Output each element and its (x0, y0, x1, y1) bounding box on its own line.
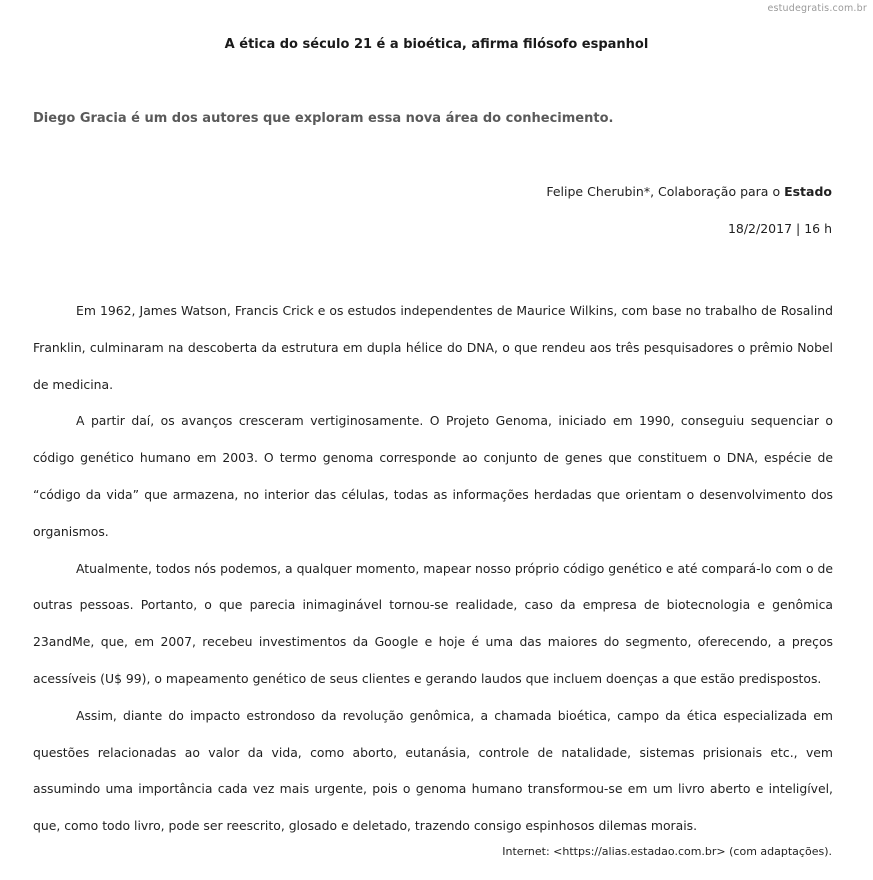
byline-author: Felipe Cherubin*, Colaboração para o (546, 184, 785, 199)
article-body (33, 293, 833, 845)
article-byline (546, 184, 832, 199)
article-dateline: 18/2/2017 | 16 h (727, 221, 832, 236)
site-watermark: estudegratis.com.br (767, 3, 867, 14)
article-paragraph: Em 1962, James Watson, Francis Crick e os estudos independentes de Maurice Wilkins, com base no trabalho de Rosalind Franklin, culminaram na descoberta da estrutura em dupla hélice do DNA, o que rendeu aos três pesquisadores o prêmio Nobel de medicina. (33, 303, 833, 392)
article-paragraph: A partir daí, os avanços cresceram vertiginosamente. O Projeto Genoma, iniciado em 1990, conseguiu sequenciar o código genético humano em 2003. O termo genoma corresponde ao conjunto de genes que constituem o DNA, espécie de “código da vida” que armazena, no interior das células, todas as informações herdadas que orientam o desenvolvimento dos organismos. (33, 413, 833, 539)
article-subtitle: Diego Gracia é um dos autores que exploram essa nova área do conhecimento. (33, 111, 614, 126)
article-paragraph: Atualmente, todos nós podemos, a qualquer momento, mapear nosso próprio código genético e até compará-lo com o de outras pessoas. Portanto, o que parecia inimaginável tornou-se realidade, caso da empresa de biotecnologia e genômica 23andMe, que, em 2007, recebeu investimentos da Google e hoje é uma das maiores do segmento, oferecendo, a preços acessíveis (U$ 99), o mapeamento genético de seus clientes e gerando laudos que incluem doenças a que estão predispostos. (33, 560, 833, 686)
byline-outlet: Estado (784, 184, 832, 199)
article-paragraph: Assim, diante do impacto estrondoso da revolução genômica, a chamada bioética, campo da ética especializada em questões relacionadas ao valor da vida, como aborto, eutanásia, controle de natalidade, sistemas prisionais etc., vem assumindo uma importância cada vez mais urgente, pois o genoma humano transformou-se em um livro aberto e inteligível, que, como todo livro, pode ser reescrito, glosado e deletado, trazendo consigo espinhosos dilemas morais. (33, 707, 833, 834)
article-title: A ética do século 21 é a bioética, afirma filósofo espanhol (224, 37, 649, 52)
article-source: Internet: <https://alias.estadao.com.br> (com adaptações). (502, 845, 832, 858)
